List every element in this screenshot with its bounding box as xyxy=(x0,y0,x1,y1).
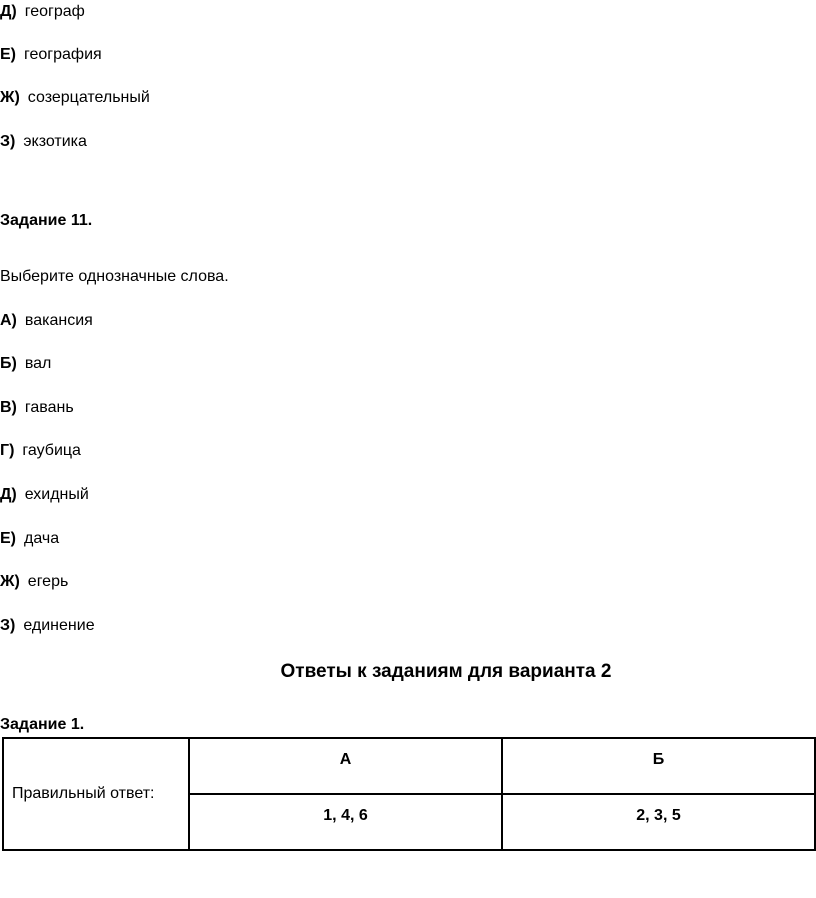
task10-option-z xyxy=(0,132,87,152)
option-letter: Д) xyxy=(0,3,17,20)
column-header-a xyxy=(189,738,502,794)
answer-value-a xyxy=(189,794,502,850)
table-row xyxy=(3,738,815,794)
answer-table xyxy=(2,737,816,851)
option-letter: Б) xyxy=(0,355,17,372)
task11-option-d xyxy=(0,485,89,505)
task11-option-b xyxy=(0,354,51,374)
option-text: гавань xyxy=(24,399,74,416)
option-text: единение xyxy=(23,617,95,634)
row-label-cell xyxy=(3,738,189,850)
option-text: дача xyxy=(24,530,60,547)
option-text: географ xyxy=(24,3,85,20)
option-text: вакансия xyxy=(24,312,93,329)
option-text: егерь xyxy=(27,573,69,590)
option-letter: А) xyxy=(0,312,17,329)
option-text: созерцательный xyxy=(27,89,150,106)
row-label: Правильный ответ: xyxy=(12,785,155,802)
option-text: география xyxy=(24,46,102,63)
option-letter: Д) xyxy=(0,486,17,503)
option-text: вал xyxy=(24,355,52,372)
option-letter: Е) xyxy=(0,530,16,547)
option-letter: В) xyxy=(0,399,17,416)
answer-value-b-text: 2, 3, 5 xyxy=(636,807,681,824)
column-header-a-text: А xyxy=(339,751,352,768)
option-letter: З) xyxy=(0,617,16,634)
option-text: экзотика xyxy=(23,133,87,150)
task11-option-a xyxy=(0,311,93,331)
task11-option-v xyxy=(0,398,74,418)
option-text: гаубица xyxy=(22,442,81,459)
task10-option-d xyxy=(0,2,85,22)
task11-option-g xyxy=(0,441,81,461)
answers-task1-title: Задание 1. xyxy=(0,716,85,733)
task11-title: Задание 11. xyxy=(0,212,93,229)
answer-value-a-text: 1, 4, 6 xyxy=(323,807,368,824)
task11-option-zh xyxy=(0,572,68,592)
option-letter: Е) xyxy=(0,46,16,63)
task11-option-e xyxy=(0,529,59,549)
task11-option-z xyxy=(0,616,95,636)
column-header-b xyxy=(502,738,815,794)
column-header-b-text: Б xyxy=(652,751,665,768)
option-letter: З) xyxy=(0,133,16,150)
task10-option-zh xyxy=(0,88,150,108)
option-text: ехидный xyxy=(24,486,89,503)
option-letter: Ж) xyxy=(0,89,20,106)
answers-title: Ответы к заданиям для варианта 2 xyxy=(280,661,612,682)
task11-instruction: Выберите однозначные слова. xyxy=(0,268,229,285)
task10-option-e xyxy=(0,45,102,65)
answer-value-b xyxy=(502,794,815,850)
option-letter: Г) xyxy=(0,442,15,459)
option-letter: Ж) xyxy=(0,573,20,590)
